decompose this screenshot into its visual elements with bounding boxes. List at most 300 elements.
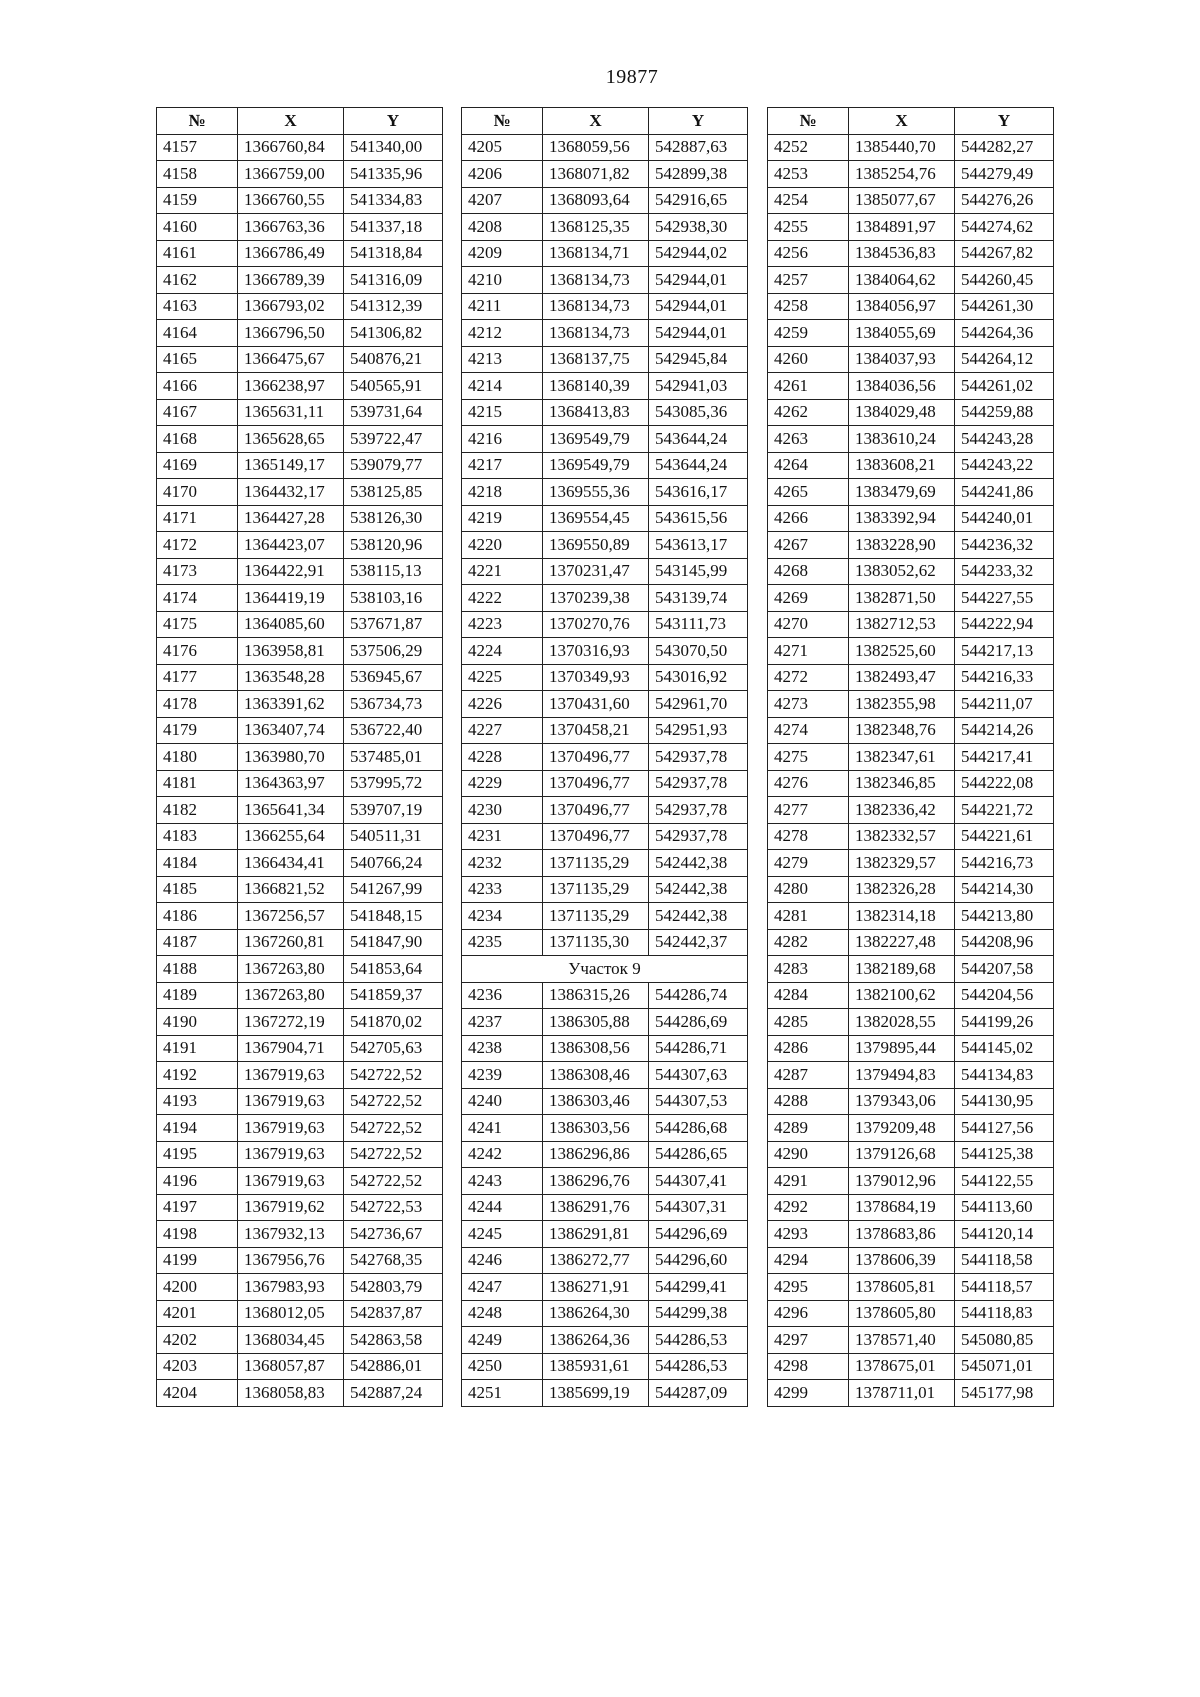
- table-row: [157, 134, 443, 161]
- table-row: [462, 1327, 748, 1354]
- x-coordinate-cell: 1383052,62: [849, 558, 955, 585]
- y-coordinate-cell: 539731,64: [344, 399, 443, 426]
- point-number-cell: 4248: [462, 1300, 543, 1327]
- x-coordinate-cell: 1386271,91: [543, 1274, 649, 1301]
- table-header-row: [462, 108, 748, 135]
- y-coordinate-cell: 542705,63: [344, 1035, 443, 1062]
- point-number-cell: 4299: [768, 1380, 849, 1407]
- table-row: [462, 823, 748, 850]
- x-coordinate-cell: 1384029,48: [849, 399, 955, 426]
- point-number-cell: 4173: [157, 558, 238, 585]
- x-coordinate-cell: 1368125,35: [543, 214, 649, 241]
- x-coordinate-cell: 1367904,71: [238, 1035, 344, 1062]
- x-coordinate-cell: 1366238,97: [238, 373, 344, 400]
- table-row: [768, 1221, 1054, 1248]
- table-row: [768, 770, 1054, 797]
- y-coordinate-cell: 544296,69: [649, 1221, 748, 1248]
- point-number-cell: 4278: [768, 823, 849, 850]
- y-coordinate-cell: 544118,58: [955, 1247, 1054, 1274]
- y-coordinate-cell: 541334,83: [344, 187, 443, 214]
- y-coordinate-cell: 542945,84: [649, 346, 748, 373]
- point-number-cell: 4159: [157, 187, 238, 214]
- x-coordinate-cell: 1378711,01: [849, 1380, 955, 1407]
- y-coordinate-cell: 544217,13: [955, 638, 1054, 665]
- point-number-cell: 4281: [768, 903, 849, 930]
- table-row: [157, 399, 443, 426]
- table-row: [462, 770, 748, 797]
- y-coordinate-cell: 543070,50: [649, 638, 748, 665]
- point-number-cell: 4193: [157, 1088, 238, 1115]
- point-number-cell: 4289: [768, 1115, 849, 1142]
- table-row: [462, 691, 748, 718]
- x-coordinate-cell: 1363391,62: [238, 691, 344, 718]
- y-coordinate-cell: 544286,69: [649, 1009, 748, 1036]
- table-row: [462, 373, 748, 400]
- table-row: [768, 1035, 1054, 1062]
- y-coordinate-cell: 544279,49: [955, 161, 1054, 188]
- table-row: [462, 611, 748, 638]
- point-number-cell: 4207: [462, 187, 543, 214]
- x-coordinate-cell: 1369555,36: [543, 479, 649, 506]
- point-number-cell: 4246: [462, 1247, 543, 1274]
- y-coordinate-cell: 543145,99: [649, 558, 748, 585]
- y-coordinate-cell: 536734,73: [344, 691, 443, 718]
- y-coordinate-cell: 544216,73: [955, 850, 1054, 877]
- y-coordinate-cell: 542937,78: [649, 797, 748, 824]
- y-coordinate-cell: 542951,93: [649, 717, 748, 744]
- point-number-cell: 4157: [157, 134, 238, 161]
- point-number-cell: 4261: [768, 373, 849, 400]
- point-number-cell: 4260: [768, 346, 849, 373]
- x-coordinate-cell: 1386264,30: [543, 1300, 649, 1327]
- point-number-cell: 4242: [462, 1141, 543, 1168]
- y-coordinate-cell: 543016,92: [649, 664, 748, 691]
- x-coordinate-cell: 1369549,79: [543, 426, 649, 453]
- table-row: [768, 399, 1054, 426]
- table-row: [462, 1247, 748, 1274]
- table-row: [157, 929, 443, 956]
- y-coordinate-cell: 544125,38: [955, 1141, 1054, 1168]
- header-y: Y: [955, 108, 1054, 135]
- point-number-cell: 4236: [462, 982, 543, 1009]
- point-number-cell: 4179: [157, 717, 238, 744]
- y-coordinate-cell: 541335,96: [344, 161, 443, 188]
- x-coordinate-cell: 1384536,83: [849, 240, 955, 267]
- y-coordinate-cell: 543111,73: [649, 611, 748, 638]
- x-coordinate-cell: 1385699,19: [543, 1380, 649, 1407]
- point-number-cell: 4297: [768, 1327, 849, 1354]
- x-coordinate-cell: 1378606,39: [849, 1247, 955, 1274]
- x-coordinate-cell: 1383479,69: [849, 479, 955, 506]
- table-row: [462, 982, 748, 1009]
- y-coordinate-cell: 541318,84: [344, 240, 443, 267]
- y-coordinate-cell: 544264,36: [955, 320, 1054, 347]
- table-row: [157, 956, 443, 983]
- y-coordinate-cell: 536945,67: [344, 664, 443, 691]
- y-coordinate-cell: 542803,79: [344, 1274, 443, 1301]
- y-coordinate-cell: 542442,38: [649, 850, 748, 877]
- x-coordinate-cell: 1382314,18: [849, 903, 955, 930]
- x-coordinate-cell: 1367919,63: [238, 1141, 344, 1168]
- x-coordinate-cell: 1382332,57: [849, 823, 955, 850]
- y-coordinate-cell: 543139,74: [649, 585, 748, 612]
- y-coordinate-cell: 539707,19: [344, 797, 443, 824]
- table-row: [768, 240, 1054, 267]
- y-coordinate-cell: 543615,56: [649, 505, 748, 532]
- table-row: [768, 346, 1054, 373]
- header-x: X: [238, 108, 344, 135]
- point-number-cell: 4277: [768, 797, 849, 824]
- y-coordinate-cell: 542768,35: [344, 1247, 443, 1274]
- x-coordinate-cell: 1368134,73: [543, 320, 649, 347]
- y-coordinate-cell: 544243,22: [955, 452, 1054, 479]
- x-coordinate-cell: 1370458,21: [543, 717, 649, 744]
- x-coordinate-cell: 1366796,50: [238, 320, 344, 347]
- table-row: [462, 346, 748, 373]
- y-coordinate-cell: 544211,07: [955, 691, 1054, 718]
- x-coordinate-cell: 1370496,77: [543, 797, 649, 824]
- y-coordinate-cell: 541853,64: [344, 956, 443, 983]
- point-number-cell: 4296: [768, 1300, 849, 1327]
- x-coordinate-cell: 1370496,77: [543, 770, 649, 797]
- point-number-cell: 4231: [462, 823, 543, 850]
- x-coordinate-cell: 1364422,91: [238, 558, 344, 585]
- y-coordinate-cell: 544264,12: [955, 346, 1054, 373]
- x-coordinate-cell: 1384055,69: [849, 320, 955, 347]
- point-number-cell: 4202: [157, 1327, 238, 1354]
- table-row: [462, 850, 748, 877]
- point-number-cell: 4279: [768, 850, 849, 877]
- table-row: [157, 664, 443, 691]
- x-coordinate-cell: 1382348,76: [849, 717, 955, 744]
- table-row: [157, 876, 443, 903]
- table-row: [157, 1088, 443, 1115]
- table-row: [768, 823, 1054, 850]
- y-coordinate-cell: 543085,36: [649, 399, 748, 426]
- point-number-cell: 4176: [157, 638, 238, 665]
- table-row: [768, 1300, 1054, 1327]
- y-coordinate-cell: 544307,41: [649, 1168, 748, 1195]
- y-coordinate-cell: 541859,37: [344, 982, 443, 1009]
- y-coordinate-cell: 538120,96: [344, 532, 443, 559]
- y-coordinate-cell: 544145,02: [955, 1035, 1054, 1062]
- table-row: [462, 1221, 748, 1248]
- y-coordinate-cell: 544286,53: [649, 1353, 748, 1380]
- point-number-cell: 4183: [157, 823, 238, 850]
- x-coordinate-cell: 1386308,56: [543, 1035, 649, 1062]
- y-coordinate-cell: 544241,86: [955, 479, 1054, 506]
- table-row: [462, 929, 748, 956]
- point-number-cell: 4250: [462, 1353, 543, 1380]
- table-row: [768, 797, 1054, 824]
- point-number-cell: 4205: [462, 134, 543, 161]
- table-row: [768, 426, 1054, 453]
- point-number-cell: 4237: [462, 1009, 543, 1036]
- y-coordinate-cell: 544217,41: [955, 744, 1054, 771]
- x-coordinate-cell: 1370270,76: [543, 611, 649, 638]
- table-row: [768, 717, 1054, 744]
- table-row: [462, 1353, 748, 1380]
- table-row: [768, 532, 1054, 559]
- y-coordinate-cell: 541267,99: [344, 876, 443, 903]
- y-coordinate-cell: 545177,98: [955, 1380, 1054, 1407]
- y-coordinate-cell: 538126,30: [344, 505, 443, 532]
- point-number-cell: 4213: [462, 346, 543, 373]
- table-row: [157, 903, 443, 930]
- table-row: [157, 214, 443, 241]
- table-row: [462, 214, 748, 241]
- x-coordinate-cell: 1385254,76: [849, 161, 955, 188]
- point-number-cell: 4263: [768, 426, 849, 453]
- y-coordinate-cell: 544122,55: [955, 1168, 1054, 1195]
- point-number-cell: 4223: [462, 611, 543, 638]
- y-coordinate-cell: 542736,67: [344, 1221, 443, 1248]
- y-coordinate-cell: 539722,47: [344, 426, 443, 453]
- point-number-cell: 4185: [157, 876, 238, 903]
- table-row: [462, 1115, 748, 1142]
- x-coordinate-cell: 1378684,19: [849, 1194, 955, 1221]
- x-coordinate-cell: 1382355,98: [849, 691, 955, 718]
- point-number-cell: 4206: [462, 161, 543, 188]
- table-row: [462, 1088, 748, 1115]
- table-row: [768, 744, 1054, 771]
- table-row: [157, 452, 443, 479]
- table-row: [462, 1300, 748, 1327]
- y-coordinate-cell: 544214,30: [955, 876, 1054, 903]
- table-row: [768, 956, 1054, 983]
- table-row: [768, 187, 1054, 214]
- table-header-row: [768, 108, 1054, 135]
- point-number-cell: 4275: [768, 744, 849, 771]
- x-coordinate-cell: 1363548,28: [238, 664, 344, 691]
- x-coordinate-cell: 1370496,77: [543, 744, 649, 771]
- point-number-cell: 4274: [768, 717, 849, 744]
- table-row: [462, 1009, 748, 1036]
- x-coordinate-cell: 1366475,67: [238, 346, 344, 373]
- y-coordinate-cell: 544120,14: [955, 1221, 1054, 1248]
- x-coordinate-cell: 1382336,42: [849, 797, 955, 824]
- point-number-cell: 4172: [157, 532, 238, 559]
- x-coordinate-cell: 1386291,76: [543, 1194, 649, 1221]
- table-row: [462, 558, 748, 585]
- y-coordinate-cell: 542916,65: [649, 187, 748, 214]
- y-coordinate-cell: 537671,87: [344, 611, 443, 638]
- point-number-cell: 4245: [462, 1221, 543, 1248]
- header-x: X: [849, 108, 955, 135]
- table-row: [462, 187, 748, 214]
- x-coordinate-cell: 1365631,11: [238, 399, 344, 426]
- x-coordinate-cell: 1368012,05: [238, 1300, 344, 1327]
- y-coordinate-cell: 542722,52: [344, 1115, 443, 1142]
- table-row: [462, 1168, 748, 1195]
- table-row: [462, 876, 748, 903]
- y-coordinate-cell: 544296,60: [649, 1247, 748, 1274]
- y-coordinate-cell: 544118,83: [955, 1300, 1054, 1327]
- x-coordinate-cell: 1370431,60: [543, 691, 649, 718]
- table-row: [157, 1194, 443, 1221]
- x-coordinate-cell: 1368058,83: [238, 1380, 344, 1407]
- table-row: [157, 744, 443, 771]
- table-row: [157, 1247, 443, 1274]
- point-number-cell: 4228: [462, 744, 543, 771]
- x-coordinate-cell: 1371135,29: [543, 876, 649, 903]
- x-coordinate-cell: 1370349,93: [543, 664, 649, 691]
- table-row: [462, 797, 748, 824]
- point-number-cell: 4254: [768, 187, 849, 214]
- y-coordinate-cell: 543644,24: [649, 426, 748, 453]
- y-coordinate-cell: 544199,26: [955, 1009, 1054, 1036]
- y-coordinate-cell: 544216,33: [955, 664, 1054, 691]
- x-coordinate-cell: 1368093,64: [543, 187, 649, 214]
- table-row: [768, 293, 1054, 320]
- y-coordinate-cell: 542722,53: [344, 1194, 443, 1221]
- table-row: [768, 850, 1054, 877]
- point-number-cell: 4257: [768, 267, 849, 294]
- point-number-cell: 4168: [157, 426, 238, 453]
- point-number-cell: 4287: [768, 1062, 849, 1089]
- x-coordinate-cell: 1366789,39: [238, 267, 344, 294]
- y-coordinate-cell: 538125,85: [344, 479, 443, 506]
- y-coordinate-cell: 541870,02: [344, 1009, 443, 1036]
- point-number-cell: 4160: [157, 214, 238, 241]
- point-number-cell: 4276: [768, 770, 849, 797]
- table-row: [768, 134, 1054, 161]
- table-row: [462, 134, 748, 161]
- point-number-cell: 4265: [768, 479, 849, 506]
- y-coordinate-cell: 541848,15: [344, 903, 443, 930]
- y-coordinate-cell: 543616,17: [649, 479, 748, 506]
- point-number-cell: 4188: [157, 956, 238, 983]
- table-row: [157, 1115, 443, 1142]
- x-coordinate-cell: 1382871,50: [849, 585, 955, 612]
- table-row: [157, 1062, 443, 1089]
- x-coordinate-cell: 1364432,17: [238, 479, 344, 506]
- table-row: [157, 1035, 443, 1062]
- x-coordinate-cell: 1367263,80: [238, 982, 344, 1009]
- table-row: [157, 982, 443, 1009]
- point-number-cell: 4298: [768, 1353, 849, 1380]
- y-coordinate-cell: 542837,87: [344, 1300, 443, 1327]
- y-coordinate-cell: 542886,01: [344, 1353, 443, 1380]
- point-number-cell: 4270: [768, 611, 849, 638]
- x-coordinate-cell: 1378675,01: [849, 1353, 955, 1380]
- x-coordinate-cell: 1364085,60: [238, 611, 344, 638]
- table-row: [462, 1035, 748, 1062]
- x-coordinate-cell: 1382227,48: [849, 929, 955, 956]
- x-coordinate-cell: 1379494,83: [849, 1062, 955, 1089]
- x-coordinate-cell: 1386315,26: [543, 982, 649, 1009]
- table-row: [157, 267, 443, 294]
- y-coordinate-cell: 540876,21: [344, 346, 443, 373]
- section-label: Участок 9: [462, 956, 748, 983]
- table-row: [157, 638, 443, 665]
- table-row: [768, 1380, 1054, 1407]
- y-coordinate-cell: 544267,82: [955, 240, 1054, 267]
- point-number-cell: 4291: [768, 1168, 849, 1195]
- y-coordinate-cell: 539079,77: [344, 452, 443, 479]
- x-coordinate-cell: 1385931,61: [543, 1353, 649, 1380]
- y-coordinate-cell: 542944,01: [649, 320, 748, 347]
- y-coordinate-cell: 544259,88: [955, 399, 1054, 426]
- x-coordinate-cell: 1385440,70: [849, 134, 955, 161]
- y-coordinate-cell: 542938,30: [649, 214, 748, 241]
- table-row: [768, 585, 1054, 612]
- table-row: [157, 558, 443, 585]
- y-coordinate-cell: 541337,18: [344, 214, 443, 241]
- table-row: [768, 638, 1054, 665]
- y-coordinate-cell: 542442,37: [649, 929, 748, 956]
- y-coordinate-cell: 542944,01: [649, 293, 748, 320]
- point-number-cell: 4230: [462, 797, 543, 824]
- x-coordinate-cell: 1386296,86: [543, 1141, 649, 1168]
- x-coordinate-cell: 1379343,06: [849, 1088, 955, 1115]
- table-row: [768, 1088, 1054, 1115]
- point-number-cell: 4235: [462, 929, 543, 956]
- table-row: [462, 293, 748, 320]
- x-coordinate-cell: 1370231,47: [543, 558, 649, 585]
- header-number: №: [462, 108, 543, 135]
- x-coordinate-cell: 1368137,75: [543, 346, 649, 373]
- y-coordinate-cell: 544261,02: [955, 373, 1054, 400]
- y-coordinate-cell: 541847,90: [344, 929, 443, 956]
- y-coordinate-cell: 544307,53: [649, 1088, 748, 1115]
- table-row: [462, 1194, 748, 1221]
- point-number-cell: 4218: [462, 479, 543, 506]
- x-coordinate-cell: 1382326,28: [849, 876, 955, 903]
- table-row: [768, 267, 1054, 294]
- x-coordinate-cell: 1368034,45: [238, 1327, 344, 1354]
- x-coordinate-cell: 1382525,60: [849, 638, 955, 665]
- y-coordinate-cell: 544286,53: [649, 1327, 748, 1354]
- y-coordinate-cell: 544127,56: [955, 1115, 1054, 1142]
- point-number-cell: 4233: [462, 876, 543, 903]
- header-y: Y: [344, 108, 443, 135]
- x-coordinate-cell: 1369549,79: [543, 452, 649, 479]
- table-body: [462, 134, 748, 1406]
- point-number-cell: 4200: [157, 1274, 238, 1301]
- x-coordinate-cell: 1369554,45: [543, 505, 649, 532]
- point-number-cell: 4243: [462, 1168, 543, 1195]
- point-number-cell: 4209: [462, 240, 543, 267]
- table-row: [462, 320, 748, 347]
- table-row: [768, 320, 1054, 347]
- table-row: [768, 1141, 1054, 1168]
- table-row: [157, 1327, 443, 1354]
- x-coordinate-cell: 1384037,93: [849, 346, 955, 373]
- y-coordinate-cell: 544286,74: [649, 982, 748, 1009]
- y-coordinate-cell: 545071,01: [955, 1353, 1054, 1380]
- table-row: [462, 903, 748, 930]
- point-number-cell: 4272: [768, 664, 849, 691]
- point-number-cell: 4255: [768, 214, 849, 241]
- table-row: [462, 240, 748, 267]
- x-coordinate-cell: 1386291,81: [543, 1221, 649, 1248]
- point-number-cell: 4266: [768, 505, 849, 532]
- coordinates-table-1: [156, 107, 443, 1407]
- x-coordinate-cell: 1367932,13: [238, 1221, 344, 1248]
- point-number-cell: 4164: [157, 320, 238, 347]
- point-number-cell: 4295: [768, 1274, 849, 1301]
- x-coordinate-cell: 1378571,40: [849, 1327, 955, 1354]
- table-row: [768, 982, 1054, 1009]
- x-coordinate-cell: 1371135,30: [543, 929, 649, 956]
- y-coordinate-cell: 542944,02: [649, 240, 748, 267]
- table-row: [157, 1141, 443, 1168]
- y-coordinate-cell: 542722,52: [344, 1088, 443, 1115]
- point-number-cell: 4286: [768, 1035, 849, 1062]
- point-number-cell: 4219: [462, 505, 543, 532]
- table-row: [462, 161, 748, 188]
